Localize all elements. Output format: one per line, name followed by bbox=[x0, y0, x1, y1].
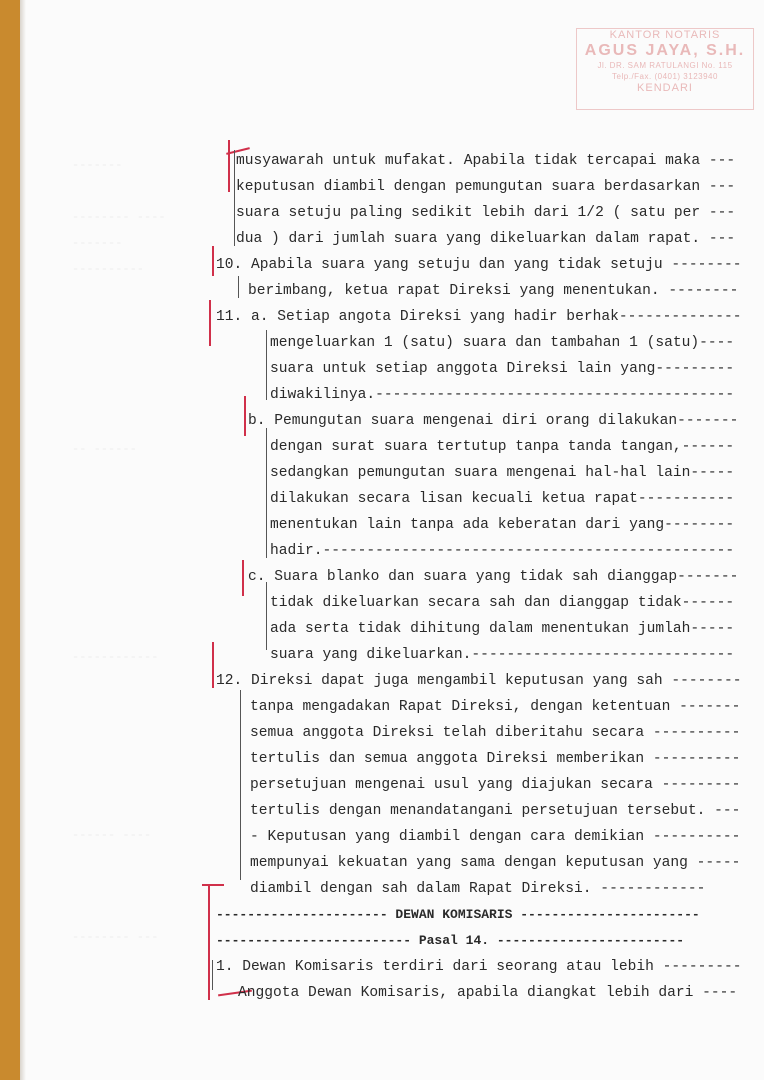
text-line: keputusan diambil dengan pemungutan suara berdasarkan --- bbox=[236, 179, 736, 195]
stamp-line-1: KANTOR NOTARIS bbox=[609, 29, 721, 41]
text-line: tanpa mengadakan Rapat Direksi, dengan ketentuan ------- bbox=[250, 699, 741, 715]
text-line: sedangkan pemungutan suara mengenai hal-hal lain----- bbox=[270, 465, 735, 481]
text-line: - Keputusan yang diambil dengan cara demikian ---------- bbox=[250, 829, 741, 845]
text-line: Anggota Dewan Komisaris, apabila diangkat lebih dari ---- bbox=[238, 985, 738, 1001]
red-margin-mark bbox=[212, 642, 214, 688]
red-margin-mark bbox=[244, 396, 246, 436]
red-margin-mark bbox=[212, 246, 214, 276]
text-line: musyawarah untuk mufakat. Apabila tidak tercapai maka --- bbox=[236, 153, 736, 169]
article-heading: ------------------------- Pasal 14. ------------------------ bbox=[216, 933, 685, 948]
text-line: suara untuk setiap anggota Direksi lain yang--------- bbox=[270, 361, 735, 377]
bleed-through: -- ------ bbox=[72, 442, 137, 456]
bleed-through: ------- bbox=[72, 236, 123, 250]
bleed-through: -------- ---- bbox=[72, 210, 166, 224]
text-line: tidak dikeluarkan secara sah dan dianggap tidak------ bbox=[270, 595, 735, 611]
text-line: suara setuju paling sedikit lebih dari 1/2 ( satu per --- bbox=[236, 205, 736, 221]
bleed-through: ---------- bbox=[72, 262, 145, 276]
stamp-line-3: Jl. DR. SAM RATULANGI No. 115 bbox=[597, 61, 733, 70]
section-heading: ---------------------- DEWAN KOMISARIS ----------------------- bbox=[216, 907, 700, 922]
text-line: menentukan lain tanpa ada keberatan dari yang-------- bbox=[270, 517, 735, 533]
text-line: semua anggota Direksi telah diberitahu secara ---------- bbox=[250, 725, 741, 741]
text-line: 11. a. Setiap angota Direksi yang hadir berhak-------------- bbox=[216, 309, 742, 325]
text-line: diambil dengan sah dalam Rapat Direksi. ------------ bbox=[250, 881, 706, 897]
red-margin-mark bbox=[242, 560, 244, 596]
red-margin-mark bbox=[228, 140, 230, 192]
text-line: b. Pemungutan suara mengenai diri orang dilakukan------- bbox=[248, 413, 739, 429]
text-line: dua ) dari jumlah suara yang dikeluarkan dalam rapat. --- bbox=[236, 231, 736, 247]
bleed-through: ------- bbox=[72, 158, 123, 172]
text-line: 12. Direksi dapat juga mengambil keputusan yang sah -------- bbox=[216, 673, 742, 689]
bleed-through: -------- --- bbox=[72, 930, 159, 944]
text-line: c. Suara blanko dan suara yang tidak sah dianggap------- bbox=[248, 569, 739, 585]
text-line: 10. Apabila suara yang setuju dan yang tidak setuju -------- bbox=[216, 257, 742, 273]
text-line: dilakukan secara lisan kecuali ketua rapat----------- bbox=[270, 491, 735, 507]
text-line: mengeluarkan 1 (satu) suara dan tambahan 1 (satu)---- bbox=[270, 335, 735, 351]
margin-bracket bbox=[266, 582, 267, 650]
text-line: tertulis dengan menandatangani persetujuan tersebut. --- bbox=[250, 803, 741, 819]
margin-bracket bbox=[240, 690, 241, 880]
stamp-line-4: Telp./Fax. (0401) 3123940 bbox=[612, 72, 718, 81]
text-line: dengan surat suara tertutup tanpa tanda tangan,------ bbox=[270, 439, 735, 455]
bleed-through: ------ ---- bbox=[72, 828, 152, 842]
text-line: persetujuan mengenai usul yang diajukan secara --------- bbox=[250, 777, 741, 793]
red-margin-mark bbox=[208, 884, 210, 1000]
margin-bracket bbox=[238, 276, 239, 298]
margin-bracket bbox=[266, 428, 267, 558]
margin-bracket bbox=[234, 150, 235, 246]
stamp-line-2: AGUS JAYA, S.H. bbox=[584, 42, 746, 59]
text-line: suara yang dikeluarkan.------------------------------ bbox=[270, 647, 735, 663]
red-margin-mark bbox=[209, 300, 211, 346]
red-margin-mark bbox=[202, 884, 224, 886]
text-line: diwakilinya.----------------------------------------- bbox=[270, 387, 735, 403]
bleed-through: ------------ bbox=[72, 650, 159, 664]
margin-bracket bbox=[212, 960, 213, 990]
page-edge-shadow bbox=[20, 0, 26, 1080]
notary-stamp bbox=[576, 28, 754, 110]
document-page bbox=[20, 0, 764, 1080]
stamp-line-5: KENDARI bbox=[637, 82, 693, 94]
text-line: berimbang, ketua rapat Direksi yang menentukan. -------- bbox=[248, 283, 739, 299]
text-line: tertulis dan semua anggota Direksi memberikan ---------- bbox=[250, 751, 741, 767]
text-line: hadir.----------------------------------------------- bbox=[270, 543, 735, 559]
text-line: mempunyai kekuatan yang sama dengan keputusan yang ----- bbox=[250, 855, 741, 871]
text-line: 1. Dewan Komisaris terdiri dari seorang atau lebih --------- bbox=[216, 959, 742, 975]
text-line: ada serta tidak dihitung dalam menentukan jumlah----- bbox=[270, 621, 735, 637]
margin-bracket bbox=[266, 330, 267, 400]
